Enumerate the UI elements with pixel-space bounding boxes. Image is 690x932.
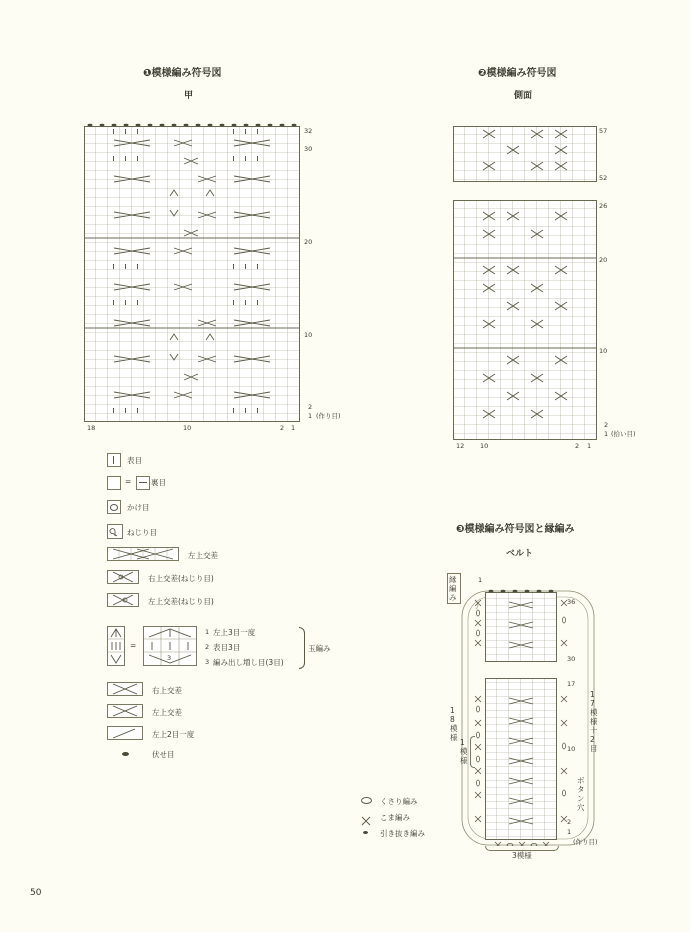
chart2-grid-main — [453, 200, 597, 440]
legend-sc-label: こま編み — [380, 813, 410, 822]
legend-cross-left-twist-key — [107, 593, 139, 607]
legend-bobble-step-num-2: 2 — [205, 643, 210, 651]
legend-bobble-step-1: 左上3目一度 — [213, 628, 256, 637]
chart2-subtitle: 側面 — [514, 91, 533, 101]
legend-purl-equals: = — [125, 477, 132, 486]
chart3-row-10: 10 — [567, 745, 576, 753]
legend-yo-label: かけ目 — [127, 503, 150, 512]
chart1-row-30: 30 — [304, 145, 313, 153]
legend-chain-label: くさり編み — [380, 797, 418, 806]
legend-cross-left-twist-label: 左上交差(ねじり目) — [148, 597, 214, 606]
legend-cable-left-key — [107, 547, 179, 561]
chart1-cast-on-note: (作り目) — [316, 412, 341, 420]
legend-purl-key — [136, 476, 150, 490]
chart1-bind-off-row — [84, 122, 300, 128]
legend-bobble-key — [107, 626, 125, 666]
chart2-row-26: 26 — [599, 202, 608, 210]
legend-slip-label: 引き抜き編み — [380, 829, 425, 838]
legend-purl-blank-key — [107, 476, 121, 490]
chart1-row-2: 2 — [308, 403, 313, 411]
chart3-bind-off-row — [485, 588, 557, 594]
chart3-edge-label: 縁編み — [447, 573, 461, 604]
legend-bind-off-label: 伏せ目 — [152, 750, 175, 759]
legend-twist-key — [107, 524, 123, 539]
legend-cross-right-twist-label: 右上交差(ねじり目) — [148, 574, 214, 583]
legend-knit-key — [107, 453, 121, 467]
chart1-row-10: 10 — [304, 331, 313, 339]
chart2-grid-top — [453, 126, 597, 182]
twist-stitch-icon — [108, 525, 122, 538]
chart3-edge-stitches — [473, 596, 576, 846]
chart1-col-2: 2 — [280, 424, 285, 432]
legend-cross-right-twist-key — [107, 570, 139, 584]
chart2-col-2: 2 — [575, 442, 580, 450]
chart3-left-brace — [470, 736, 475, 768]
chart3-row-30: 30 — [567, 655, 576, 663]
chart2-row-52: 52 — [599, 174, 608, 182]
chart3-left-label-18: 18模様 — [450, 706, 458, 742]
legend-bobble-name: 玉編み — [308, 644, 331, 653]
legend-bobble-num-3: 3 — [167, 654, 172, 662]
chart3-button-hole: ボタン穴 — [577, 776, 585, 812]
legend-right-cross-key — [107, 682, 143, 696]
chain-stitch-icon — [361, 797, 372, 804]
legend-left-cross-key — [107, 704, 143, 718]
chart2-col-10: 10 — [480, 442, 489, 450]
legend-left-cross-label: 左上交差 — [152, 708, 182, 717]
chart2-title: ❷模様編み符号図 — [478, 68, 557, 79]
bind-off-icon — [122, 752, 129, 756]
legend-k2tog-key — [107, 726, 143, 740]
chart2-col-1: 1 — [587, 442, 592, 450]
chart2-col-12: 12 — [456, 442, 465, 450]
chart1-col-18: 18 — [87, 424, 96, 432]
chart1-row-32: 32 — [304, 127, 313, 135]
legend-twist-label: ねじり目 — [127, 528, 157, 537]
chart1-grid — [84, 126, 300, 422]
chart3-title: ❸模様編み符号図と縁編み — [456, 524, 575, 535]
chart3-row-17: 17 — [567, 680, 576, 688]
chart2-row-2: 2 — [604, 421, 609, 429]
legend-right-cross-label: 右上交差 — [152, 686, 182, 695]
chart3-row-36: 36 — [567, 598, 576, 606]
chart3-right-label: 17模様十2目 — [590, 690, 598, 753]
chart1-col-1: 1 — [291, 424, 296, 432]
chart3-edge-num: 1 — [478, 576, 483, 584]
chart1-col-10: 10 — [183, 424, 192, 432]
legend-cable-left-label: 左上交差 — [188, 551, 218, 560]
legend-bobble-step-num-3: 3 — [205, 658, 210, 666]
legend-k2tog-label: 左上2目一度 — [152, 730, 195, 739]
chart3-bottom-label: 3模様 — [512, 851, 532, 860]
chart3-subtitle: ベルト — [506, 549, 534, 559]
chart2-row-1: 1 — [604, 430, 609, 438]
legend-purl-label: 裏目 — [151, 478, 166, 487]
chart2-row-10: 10 — [599, 347, 608, 355]
legend-bobble-step-num-1: 1 — [205, 628, 210, 636]
legend-yo-key — [107, 500, 121, 514]
chart1-row-20: 20 — [304, 238, 313, 246]
chart3-row-2: 2 — [567, 818, 572, 826]
page-number: 50 — [30, 888, 42, 898]
chart3-cast-on-note: (作り目) — [573, 838, 598, 846]
legend-bobble-equals: = — [130, 641, 137, 650]
chart3-bottom-brace — [485, 846, 559, 851]
chart2-row-57: 57 — [599, 127, 608, 135]
chart3-left-label-1: 1模様 — [460, 738, 468, 765]
slip-stitch-icon — [363, 831, 368, 834]
legend-bobble-step-3: 編み出し増し目(3目) — [213, 658, 284, 667]
legend-knit-label: 表目 — [127, 456, 142, 465]
legend-bobble-step-2: 表目3目 — [213, 643, 241, 652]
chart2-pickup-note: (拾い目) — [611, 430, 636, 438]
chart2-row-20: 20 — [599, 256, 608, 264]
single-crochet-icon — [361, 811, 371, 821]
chart1-subtitle: 甲 — [184, 91, 194, 101]
chart3-row-1: 1 — [567, 828, 572, 836]
chart1-row-1: 1 — [308, 412, 313, 420]
chart1-title: ❶模様編み符号図 — [143, 68, 222, 79]
legend-bobble-brace — [299, 627, 305, 669]
